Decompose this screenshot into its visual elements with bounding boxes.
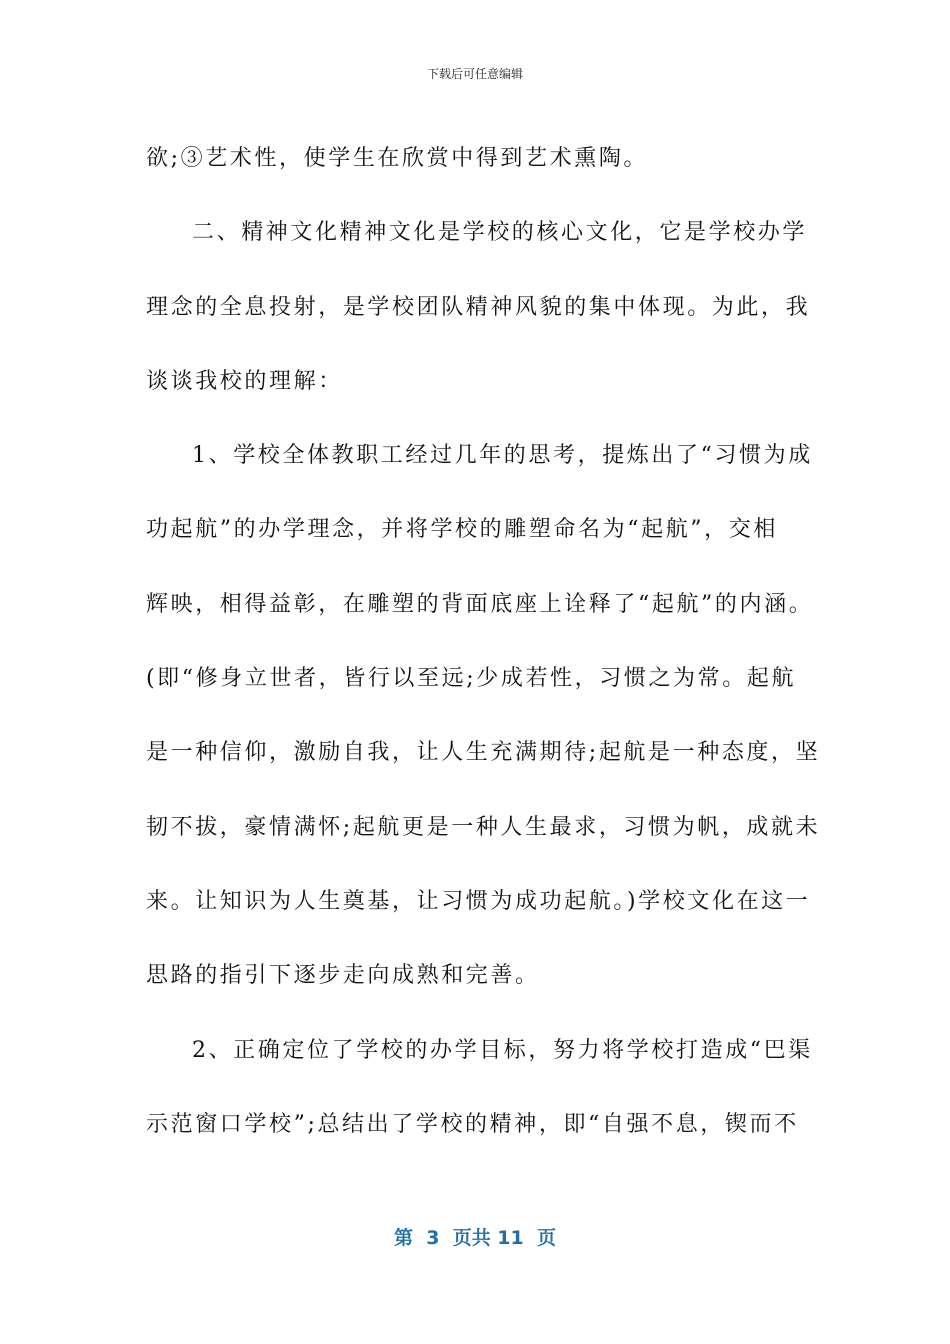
body-line-3: 理念的全息投射，是学校团队精神风貌的集中体现。为此，我 bbox=[146, 294, 811, 320]
body-line-8: (即“修身立世者，皆行以至远;少成若性，习惯之为常。起航 bbox=[146, 666, 797, 692]
body-line-13: 2、正确定位了学校的办学目标，努力将学校打造成“巴渠 bbox=[192, 1037, 813, 1063]
body-line-11: 来。让知识为人生奠基，让习惯为成功起航。)学校文化在这一 bbox=[146, 888, 811, 914]
document-body bbox=[146, 122, 821, 1162]
body-line-12: 思路的指引下逐步走向成熟和完善。 bbox=[146, 963, 540, 989]
body-line-14: 示范窗口学校”;总结出了学校的精神，即“自强不息，锲而不 bbox=[146, 1111, 799, 1137]
body-line-7: 辉映，相得益彰，在雕塑的背面底座上诠释了“起航”的内涵。 bbox=[146, 591, 814, 617]
body-line-10: 韧不拔，豪情满怀;起航更是一种人生最求，习惯为帆，成就未 bbox=[146, 814, 821, 840]
body-line-9: 是一种信仰，激励自我，让人生充满期待;起航是一种态度，坚 bbox=[146, 740, 821, 766]
body-line-2: 二、精神文化精神文化是学校的核心文化，它是学校办学 bbox=[192, 220, 808, 246]
page-number-footer: 第 3 页共 11 页 bbox=[394, 1227, 556, 1249]
body-line-1: 欲;③艺术性，使学生在欣赏中得到艺术熏陶。 bbox=[146, 146, 649, 171]
body-line-4: 谈谈我校的理解： bbox=[146, 368, 343, 394]
body-line-5: 1、学校全体教职工经过几年的思考，提炼出了“习惯为成 bbox=[192, 443, 813, 469]
body-line-6: 功起航”的办学理念，并将学校的雕塑命名为“起航”，交相 bbox=[146, 517, 778, 543]
page-header-note: 下载后可任意编辑 bbox=[426, 67, 523, 81]
